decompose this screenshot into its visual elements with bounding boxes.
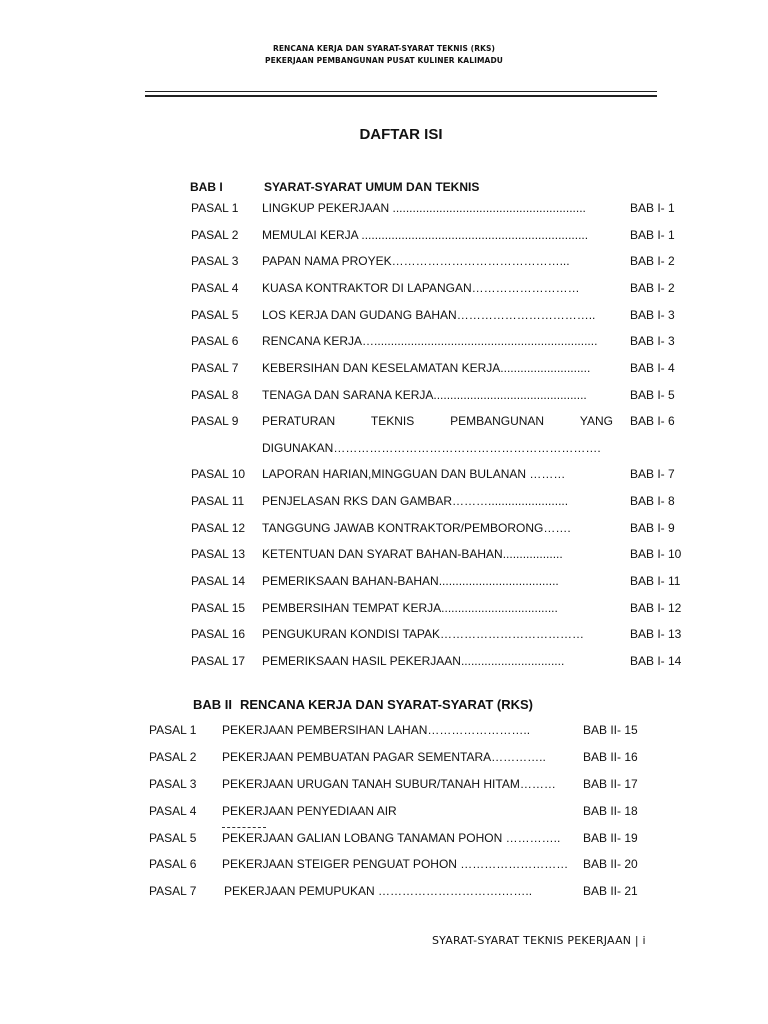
bab2-title: RENCANA KERJA DAN SYARAT-SYARAT (RKS) — [240, 697, 534, 712]
entry-title: KEBERSIHAN DAN KESELAMATAN KERJA........................... — [262, 361, 591, 375]
page-ref: BAB I- 3 — [630, 334, 675, 348]
page-ref: BAB I- 11 — [630, 574, 681, 588]
entry-title: TANGGUNG JAWAB KONTRAKTOR/PEMBORONG……. — [262, 521, 571, 535]
pasal-number: PASAL 14 — [191, 574, 246, 588]
page-ref: BAB I- 14 — [630, 654, 682, 668]
entry-title: KUASA KONTRAKTOR DI LAPANGAN……………………… — [262, 281, 580, 295]
pasal-number: PASAL 7 — [149, 884, 197, 898]
page-ref: BAB II- 19 — [583, 831, 638, 845]
pasal-number: PASAL 4 — [191, 281, 239, 295]
entry-word: YANG — [579, 414, 613, 428]
entry-title: PEMERIKSAAN BAHAN-BAHAN.................................... — [262, 574, 559, 588]
entry-title: PEKERJAAN PEMUPUKAN ………………………….…….. — [224, 884, 533, 898]
entry-title: KETENTUAN DAN SYARAT BAHAN-BAHAN.................. — [262, 547, 563, 561]
header-rule-top — [145, 91, 657, 92]
entry-title: PEKERJAAN PEMBERSIHAN LAHAN…………………….. — [222, 723, 531, 737]
bab2-label: BAB II — [193, 697, 232, 712]
entry-title: MEMULAI KERJA .................................................................... — [262, 228, 589, 242]
page-ref: BAB II- 17 — [583, 777, 638, 791]
entry-word: PEMBANGUNAN — [450, 414, 545, 428]
pasal-number: PASAL 2 — [191, 228, 239, 242]
entry-title: PAPAN NAMA PROYEK……………………………………... — [262, 254, 570, 268]
pasal-number: PASAL 11 — [191, 494, 245, 508]
pasal-number: PASAL 17 — [191, 654, 246, 668]
page-ref: BAB I- 13 — [630, 627, 682, 641]
page-ref: BAB I- 9 — [630, 521, 675, 535]
page-ref: BAB I- 2 — [630, 281, 675, 295]
entry-title: PEMERIKSAAN HASIL PEKERJAAN............................... — [262, 654, 565, 668]
page-ref: BAB II- 21 — [583, 884, 638, 898]
entry-title-cont: DIGUNAKAN…………………………………………………………. — [262, 441, 601, 455]
page-ref: BAB I- 1 — [630, 228, 675, 242]
entry-word: PERATURAN — [262, 414, 336, 428]
pasal-number: PASAL 1 — [149, 723, 197, 737]
page-ref: BAB I- 12 — [630, 601, 682, 615]
pasal-number: PASAL 7 — [191, 361, 239, 375]
entry-title: PEKERJAAN GALIAN LOBANG TANAMAN POHON ………….. — [222, 831, 561, 845]
page-ref: BAB II- 20 — [583, 857, 638, 871]
page-footer: SYARAT-SYARAT TEKNIS PEKERJAAN | i — [432, 934, 646, 947]
pasal-number: PASAL 3 — [149, 777, 197, 791]
entry-title: PEMBERSIHAN TEMPAT KERJA................................... — [262, 601, 558, 615]
pasal-number: PASAL 15 — [191, 601, 246, 615]
pasal-number: PASAL 5 — [191, 308, 239, 322]
page-ref: BAB I- 6 — [630, 414, 675, 428]
page-ref: BAB I- 5 — [630, 388, 675, 402]
entry-title: PENGUKURAN KONDISI TAPAK……………………………… — [262, 627, 585, 641]
pasal-number: PASAL 16 — [191, 627, 246, 641]
strike-mark — [222, 827, 266, 828]
document-title: DAFTAR ISI — [359, 126, 443, 143]
entry-title: PEKERJAAN PEMBUATAN PAGAR SEMENTARA………….. — [222, 750, 546, 764]
pasal-number: PASAL 3 — [191, 254, 239, 268]
entry-title: PEKERJAAN STEIGER PENGUAT POHON ……………………… — [222, 857, 569, 871]
entry-word: TEKNIS — [370, 414, 415, 428]
page-ref: BAB II- 15 — [583, 723, 638, 737]
entry-title: LINGKUP PEKERJAAN .......................................................... — [262, 201, 586, 215]
pasal-number: PASAL 8 — [191, 388, 239, 402]
pasal-number: PASAL 2 — [149, 750, 197, 764]
page-ref: BAB I- 7 — [630, 467, 675, 481]
pasal-number: PASAL 10 — [191, 467, 246, 481]
entry-title: PENJELASAN RKS DAN GAMBAR………........................ — [262, 494, 569, 508]
bab1-title: SYARAT-SYARAT UMUM DAN TEKNIS — [264, 180, 480, 194]
page-ref: BAB I- 8 — [630, 494, 675, 508]
page-ref: BAB II- 16 — [583, 750, 638, 764]
entry-title: LOS KERJA DAN GUDANG BAHAN…………………………….. — [262, 308, 596, 322]
pasal-number: PASAL 12 — [191, 521, 246, 535]
header-line-2: PEKERJAAN PEMBANGUNAN PUSAT KULINER KALIMADU — [265, 56, 503, 65]
page-ref: BAB I- 2 — [630, 254, 675, 268]
bab1-label: BAB I — [190, 180, 223, 194]
page-ref: BAB I- 1 — [630, 201, 675, 215]
pasal-number: PASAL 4 — [149, 804, 197, 818]
entry-title: PEKERJAAN URUGAN TANAH SUBUR/TANAH HITAM……… — [222, 777, 556, 791]
pasal-number: PASAL 9 — [191, 414, 239, 428]
pasal-number: PASAL 6 — [191, 334, 239, 348]
entry-title-justified — [262, 414, 613, 428]
page-ref: BAB II- 18 — [583, 804, 638, 818]
entry-title: PEKERJAAN PENYEDIAAN AIR — [222, 804, 397, 818]
page-ref: BAB I- 10 — [630, 547, 682, 561]
entry-title: TENAGA DAN SARANA KERJA.............................................. — [262, 388, 587, 402]
entry-title: LAPORAN HARIAN,MINGGUAN DAN BULANAN ……… — [262, 467, 566, 481]
pasal-number: PASAL 1 — [191, 201, 239, 215]
pasal-number: PASAL 13 — [191, 547, 246, 561]
page-ref: BAB I- 4 — [630, 361, 675, 375]
entry-title: RENCANA KERJA…................................................................... — [262, 334, 598, 348]
page-ref: BAB I- 3 — [630, 308, 675, 322]
header-line-1: RENCANA KERJA DAN SYARAT-SYARAT TEKNIS (RKS) — [272, 44, 496, 53]
pasal-number: PASAL 6 — [149, 857, 197, 871]
header-rule-bottom — [145, 95, 657, 97]
pasal-number: PASAL 5 — [149, 831, 197, 845]
